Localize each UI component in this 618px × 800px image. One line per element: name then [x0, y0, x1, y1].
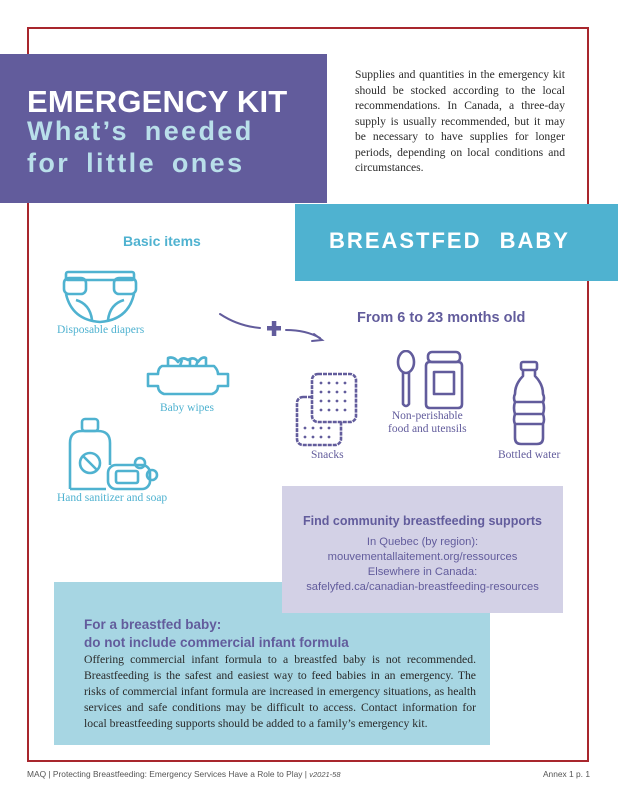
title-sub-line2: for little ones	[27, 148, 245, 178]
sanitizer-soap-icon	[66, 415, 162, 491]
canada-link[interactable]: safelyfed.ca/canadian-breastfeeding-resources	[306, 581, 539, 593]
plus-arrow-connector	[218, 310, 328, 350]
support-lines	[282, 535, 563, 595]
formula-body: Offering commercial infant formula to a breastfed baby is not recommended. Breastfeeding is the safest and easiest way to feed babies in an emergency. The risks of commercial infant formula are increased in emergency situations, as health services and safe conditions may be difficult to access. Contact information for local breastfeeding supports should be added to a family’s emergency kit.	[84, 653, 476, 730]
basic-items-title: Basic items	[123, 233, 201, 249]
footer-page-number: Annex 1 p. 1	[542, 769, 590, 779]
breastfed-baby-banner	[295, 204, 618, 281]
canada-label: Elsewhere in Canada:	[367, 566, 478, 578]
plus-icon	[267, 321, 281, 336]
quebec-link[interactable]: mouvementallaitement.org/ressources	[327, 551, 518, 563]
age-range-title: From 6 to 23 months old	[357, 310, 526, 326]
formula-title	[84, 616, 349, 652]
community-supports-box	[282, 486, 563, 613]
diaper-label: Disposable diapers	[57, 324, 145, 336]
support-title: Find community breastfeeding supports	[303, 514, 542, 528]
non-perishable-label	[388, 410, 467, 436]
crackers-icon	[294, 371, 358, 449]
sanitizer-soap-label: Hand sanitizer and soap	[57, 492, 168, 504]
non-perishable-label-line1: Non-perishable	[391, 410, 463, 422]
formula-title-line1: For a breastfed baby:	[84, 617, 222, 632]
bottled-water-label: Bottled water	[498, 449, 561, 461]
title-main: EMERGENCY KIT	[27, 84, 288, 119]
diaper-icon	[62, 270, 138, 324]
baby-wipes-icon	[144, 354, 232, 399]
intro-paragraph: Supplies and quantities in the emergency kit should be stocked according to the local recommendations. In Canada, a three-day supply is usually recommended, but it may be necessary to have supplies for longer periods, depending on local conditions and circumstances.	[355, 68, 565, 174]
title-banner	[0, 54, 327, 203]
baby-wipes-label: Baby wipes	[160, 402, 214, 414]
banner-label: BREASTFED BABY	[329, 228, 570, 253]
footer-version: v2021-58	[309, 770, 341, 779]
non-perishable-label-line2: food and utensils	[388, 423, 467, 435]
footer-citation	[27, 769, 341, 779]
footer-text: MAQ | Protecting Breastfeeding: Emergency Services Have a Role to Play |	[27, 769, 307, 779]
spoon-jar-icon	[394, 350, 466, 410]
formula-title-line2: do not include commercial infant formula	[84, 635, 349, 650]
snacks-label: Snacks	[311, 449, 344, 461]
water-bottle-icon	[511, 360, 547, 446]
title-sub-line1: What’s needed	[27, 116, 254, 146]
quebec-label: In Quebec (by region):	[366, 536, 479, 548]
